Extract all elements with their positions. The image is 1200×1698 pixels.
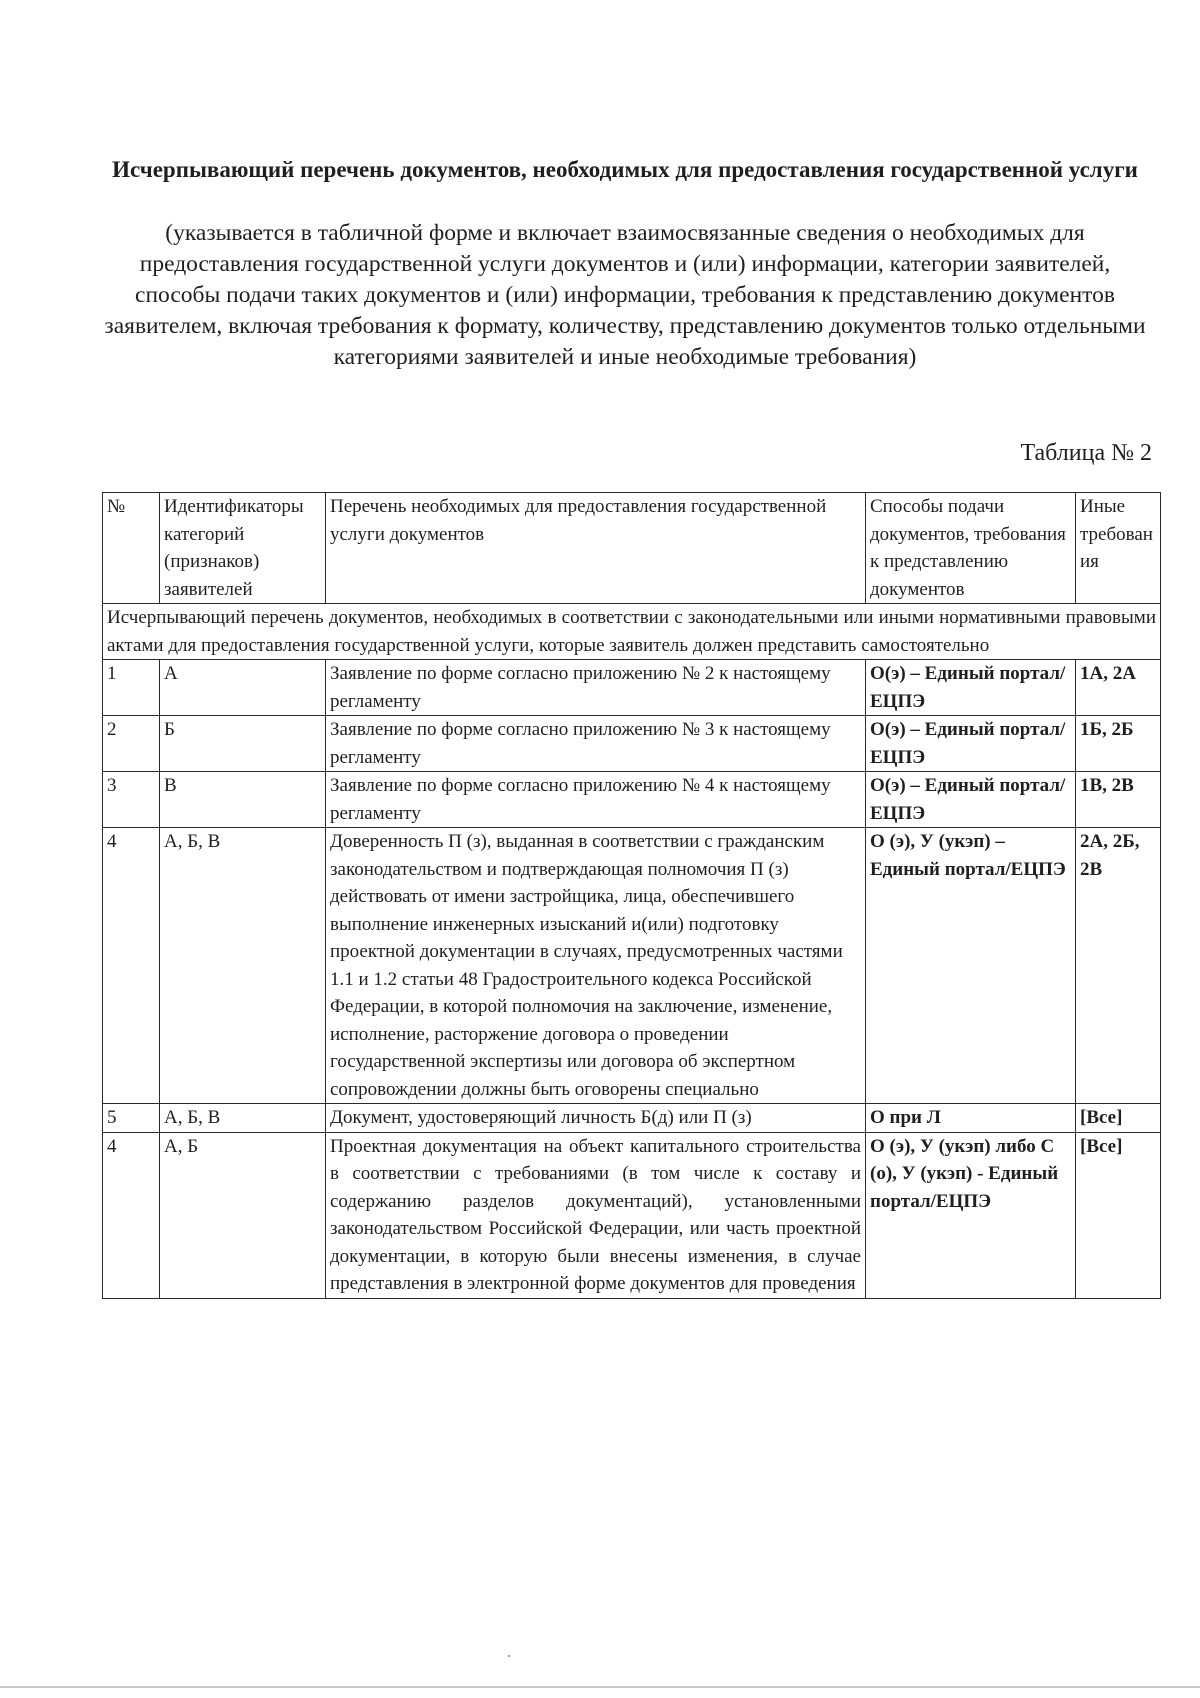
table-row xyxy=(103,1132,1161,1298)
row-other: 1В, 2В xyxy=(1076,772,1161,828)
row-other: [Все] xyxy=(1076,1132,1161,1298)
row-num: 2 xyxy=(103,716,160,772)
row-ids: А, Б xyxy=(160,1132,326,1298)
table-row xyxy=(103,828,1161,1104)
header-ways: Способы подачи документов, требования к представлению документов xyxy=(866,493,1076,604)
row-other: 1Б, 2Б xyxy=(1076,716,1161,772)
row-ids: Б xyxy=(160,716,326,772)
row-ids: А, Б, В xyxy=(160,1104,326,1133)
document-title: Исчерпывающий перечень документов, необходимых для предоставления государственной услуги xyxy=(112,157,1138,182)
row-other: 1А, 2А xyxy=(1076,660,1161,716)
header-docs: Перечень необходимых для предоставления государственной услуги документов xyxy=(326,493,866,604)
row-way: О (э), У (укэп) либо С (о), У (укэп) - Единый портал/ЕЦПЭ xyxy=(866,1132,1076,1298)
row-num: 5 xyxy=(103,1104,160,1133)
table-row xyxy=(103,660,1161,716)
row-way: О при Л xyxy=(866,1104,1076,1133)
row-way: О(э) – Единый портал/ЕЦПЭ xyxy=(866,660,1076,716)
section-title: Исчерпывающий перечень документов, необходимых в соответствии с законодательными или иными нормативными правовыми актами для предоставления государственной услуги, которые заявитель должен представить самостоятельно xyxy=(103,604,1161,660)
row-doc: Проектная документация на объект капитального строительства в соответствии с требованиями (в том числе к составу и содержанию разделов документаций), установленными законодательством Российской Федерации, или часть проектной документации, в которую были внесены изменения, в случае представления в электронной форме документов для проведения xyxy=(326,1132,866,1298)
row-num: 4 xyxy=(103,1132,160,1298)
row-num: 4 xyxy=(103,828,160,1104)
row-num: 3 xyxy=(103,772,160,828)
row-way: О(э) – Единый портал/ЕЦПЭ xyxy=(866,716,1076,772)
scan-edge-line xyxy=(0,1686,1200,1688)
table-row xyxy=(103,772,1161,828)
table-header-row xyxy=(103,493,1161,604)
row-ids: В xyxy=(160,772,326,828)
table-label: Таблица № 2 xyxy=(1020,440,1152,466)
header-ids: Идентификаторы категорий (признаков) заявителей xyxy=(160,493,326,604)
documents-table xyxy=(102,492,1161,1299)
header-other: Иные требования xyxy=(1076,493,1161,604)
header-num: № xyxy=(103,493,160,604)
row-doc: Заявление по форме согласно приложению № 2 к настоящему регламенту xyxy=(326,660,866,716)
document-subtitle: (указывается в табличной форме и включает взаимосвязанные сведения о необходимых для предоставления государственной услуги документов и (или) информации, категории заявителей, способы подачи таких документов и (или) информации, требования к представлению документов заявителем, включая требования к формату, количеству, представлению документов только отдельными категориями заявителей и иные необходимые требования) xyxy=(104,220,1146,370)
row-doc: Доверенность П (з), выданная в соответствии с гражданским законодательством и подтверждающая полномочия П (з) действовать от имени застройщика, лица, обеспечившего выполнение инженерных изысканий и(или) подготовку проектной документации в случаях, предусмотренных частями 1.1 и 1.2 статьи 48 Градостроительного кодекса Российской Федерации, в которой полномочия на заключение, изменение, исполнение, расторжение договора о проведении государственной экспертизы или договора об экспертном сопровождении должны быть оговорены специально xyxy=(326,828,866,1104)
row-num: 1 xyxy=(103,660,160,716)
row-ids: А xyxy=(160,660,326,716)
row-way: О (э), У (укэп) – Единый портал/ЕЦПЭ xyxy=(866,828,1076,1104)
table-row xyxy=(103,716,1161,772)
row-other: 2А, 2Б, 2В xyxy=(1076,828,1161,1104)
row-doc: Заявление по форме согласно приложению № 3 к настоящему регламенту xyxy=(326,716,866,772)
table-row xyxy=(103,1104,1161,1133)
row-other: [Все] xyxy=(1076,1104,1161,1133)
section-row xyxy=(103,604,1161,660)
row-doc: Заявление по форме согласно приложению № 4 к настоящему регламенту xyxy=(326,772,866,828)
scan-speck xyxy=(508,1655,510,1657)
row-doc: Документ, удостоверяющий личность Б(д) или П (з) xyxy=(326,1104,866,1133)
row-way: О(э) – Единый портал/ЕЦПЭ xyxy=(866,772,1076,828)
row-ids: А, Б, В xyxy=(160,828,326,1104)
